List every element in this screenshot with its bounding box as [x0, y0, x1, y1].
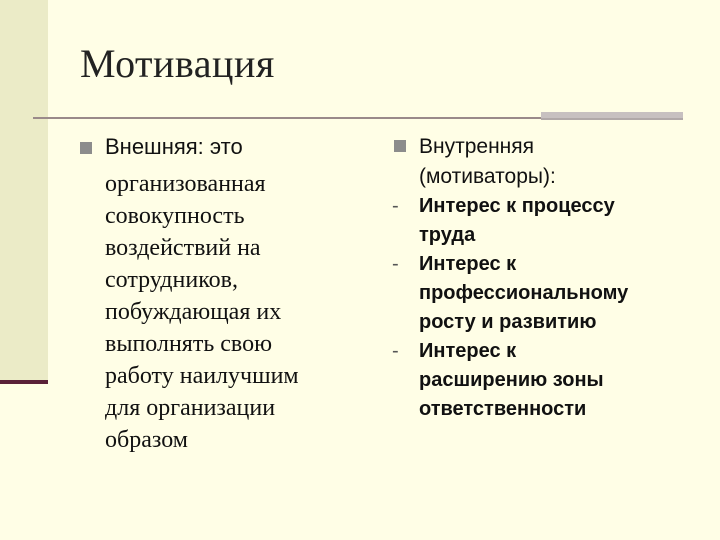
sub-list-item: [392, 337, 628, 424]
square-bullet-icon: [80, 142, 92, 154]
sub-list-item: [392, 192, 628, 250]
right-heading-line: (мотиваторы):: [419, 165, 556, 188]
slide-title: Мотивация: [80, 41, 275, 86]
sub-item-line: Интерес к: [419, 253, 517, 275]
left-column-heading: Внешняя: это: [105, 134, 243, 159]
sub-item-line: росту и развитию: [419, 311, 597, 333]
left-band-accent-line: [0, 380, 48, 384]
left-column-line: образом: [105, 427, 188, 453]
right-heading-line: Внутренняя: [419, 135, 535, 158]
left-column-line: организованная: [105, 171, 266, 197]
sub-item-line: Интерес к: [419, 340, 517, 362]
dash-marker: -: [392, 253, 399, 275]
title-divider-thin: [33, 117, 541, 119]
title-divider-thick-edge: [541, 118, 683, 120]
sub-item-line: профессиональному: [419, 282, 629, 304]
dash-marker: -: [392, 195, 399, 217]
left-column-line: работу наилучшим: [105, 363, 299, 389]
dash-marker: -: [392, 340, 399, 362]
right-column-heading: [419, 132, 556, 192]
left-column-line: совокупность: [105, 203, 245, 229]
sub-item-line: расширению зоны: [419, 369, 604, 391]
sub-list-item: [392, 250, 628, 337]
left-column-line: воздействий на: [105, 235, 261, 261]
left-column-line: сотрудников,: [105, 267, 238, 293]
left-column-line: побуждающая их: [105, 299, 282, 325]
square-bullet-icon: [394, 140, 406, 152]
left-decorative-band: [0, 0, 48, 382]
left-column-line: для организации: [105, 395, 276, 421]
sub-item-line: ответственности: [419, 398, 587, 420]
left-column-line: выполнять свою: [105, 331, 273, 357]
sub-item-line: труда: [419, 224, 476, 246]
sub-item-line: Интерес к процессу: [419, 195, 615, 217]
left-column-text: [105, 168, 299, 456]
right-column-sub-list: [392, 192, 628, 424]
